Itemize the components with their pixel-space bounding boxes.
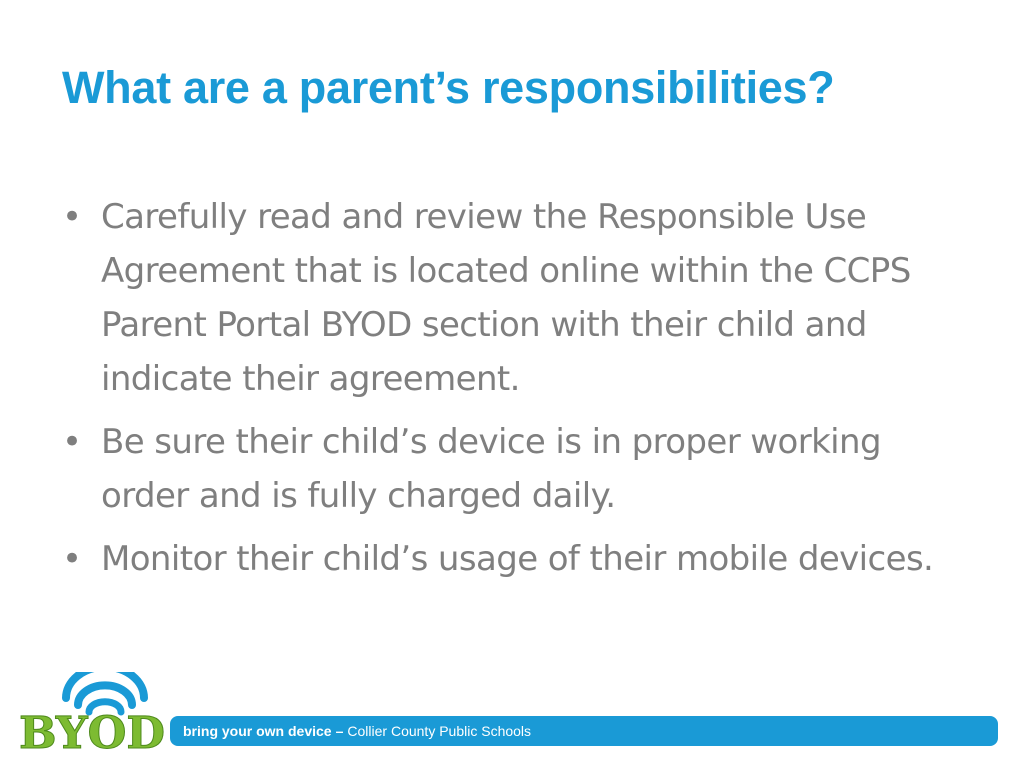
footer-tagline: bring your own device (183, 723, 332, 739)
slide-title: What are a parent’s responsibilities? (62, 62, 835, 113)
bullet-text: Be sure their child’s device is in proper working order and is fully charged daily. (101, 422, 881, 516)
byod-logo (16, 672, 172, 754)
footer-bar (170, 716, 998, 746)
wifi-signal-icon (16, 672, 172, 754)
footer-separator: – (335, 723, 344, 739)
bullet-item-read-agreement (62, 190, 962, 406)
bullet-marker: • (62, 539, 82, 579)
bullet-text: Carefully read and review the Responsible Use Agreement that is located online within the CCPS Parent Portal BYOD section with their child and indicate their agreement. (101, 197, 911, 399)
footer (0, 672, 1024, 762)
bullet-item-monitor-usage (62, 532, 962, 586)
bullet-marker: • (62, 197, 82, 237)
logo-text: BYOD (19, 708, 165, 754)
footer-organization: Collier County Public Schools (347, 723, 532, 739)
bullet-list (62, 190, 962, 595)
bullet-item-device-working (62, 415, 962, 523)
bullet-text: Monitor their child’s usage of their mobile devices. (101, 539, 934, 579)
bullet-marker: • (62, 422, 82, 462)
